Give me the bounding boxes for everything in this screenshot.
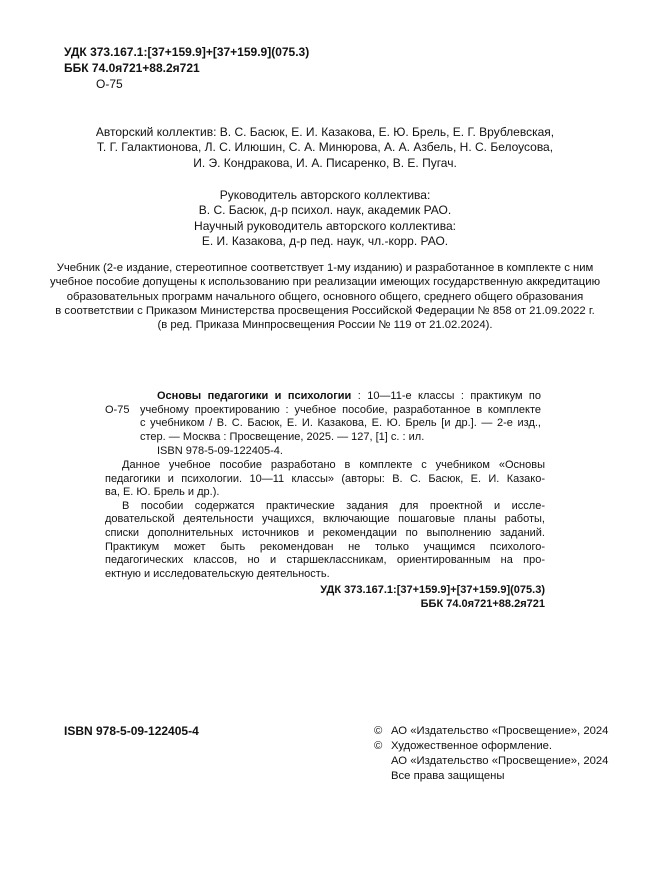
authors-block [25,125,625,171]
approval-block [28,261,622,332]
leadership-line: Руководитель авторского коллектива: [219,188,431,202]
udk-code-bottom: УДК 373.167.1:[37+159.9]+[37+159.9](075.3) [320,584,545,596]
authors-line: И. Э. Кондракова, И. А. Писаренко, В. Е. Пугач. [193,155,457,170]
annotation-line: Данное учебное пособие разработано в комплекте с учебником «Основы [122,459,545,471]
authors-line: Т. Г. Галактионова, Л. С. Илюшин, С. А. Минюрова, А. А. Азбель, Н. С. Белоусова, [96,140,554,155]
approval-line: (в ред. Приказа Минпросвещения России № 119 от 21.02.2024). [157,319,493,332]
annotation-block [105,459,545,581]
classification-top-block [64,44,309,92]
annotation-line: списки дополнительных источников и рекомендации по выполнению заданий. [105,526,545,539]
copyright-symbol-spacer [374,769,391,784]
copyright-row [374,769,608,784]
annotation-line: довательской деятельности учащихся, включающие пошаговые планы работы, [105,513,545,526]
annotation-line: педагогики и психологии. 10—11 классы» (авторы: В. С. Басюк, Е. И. Казако- [105,472,545,485]
bbk-code: ББК 74.0я721+88.2я721 [64,61,200,75]
approval-line: Учебник (2-е издание, стереотипное соответствует 1-му изданию) и разработанное в комплекте с ним [56,262,594,274]
bbk-code-bottom: ББК 74.0я721+88.2я721 [420,597,545,610]
annotation-line: В пособии содержатся практические задания для проектной и иссле- [122,499,545,512]
copyright-row [374,754,608,769]
copyright-symbol: © [374,725,383,737]
author-sign-card: О-75 [105,404,130,416]
annotation-line: педагогических классов, но и старшеклассникам, ориентированным на про- [105,554,545,567]
copyright-text: АО «Издательство «Просвещение», 2024 [391,725,609,737]
leadership-line: Научный руководитель авторского коллектива: [194,218,456,233]
catalog-card-block [140,390,541,459]
copyright-row [374,739,608,754]
copyright-text: Все права защищены [391,770,505,782]
approval-line: в соответствии с Приказом Министерства просвещения Российской Федерации № 858 от 21.09.2022 г. [55,304,595,317]
isbn-footer: ISBN 978-5-09-122405-4 [64,724,199,738]
annotation-line: Практикум может быть рекомендован не только учащимся психолого- [105,540,545,553]
copyright-symbol-spacer [374,754,391,769]
copyright-block [374,724,608,784]
annotation-line: ектную и исследовательскую деятельность. [105,567,330,580]
classification-bottom-block [105,584,545,611]
copyright-row [374,724,608,739]
leadership-line: Е. И. Казакова, д-р пед. наук, чл.-корр. РАО. [201,233,449,248]
annotation-line: ва, Е. Ю. Брель и др.). [105,486,220,499]
authors-line: Авторский коллектив: В. С. Басюк, Е. И. Казакова, Е. Ю. Брель, Е. Г. Врублевская, [95,125,555,139]
catalog-line: стер. — Москва : Просвещение, 2025. — 127, [1] с. : ил. [140,431,425,444]
catalog-title-line [140,390,541,404]
leadership-line: В. С. Басюк, д-р психол. наук, академик РАО. [198,203,452,218]
catalog-line: с учебником / В. С. Басюк, Е. И. Казакова, Е. Ю. Брель [и др.]. — 2-е изд., [140,417,541,430]
catalog-title-rest: : 10—11-е классы : практикум по [351,390,541,402]
copyright-text: АО «Издательство «Просвещение», 2024 [391,755,609,767]
catalog-isbn-line: ISBN 978-5-09-122405-4. [157,444,283,457]
catalog-line: учебному проектированию : учебное пособие, разработанное в комплекте [140,403,541,416]
udk-code: УДК 373.167.1:[37+159.9]+[37+159.9](075.3) [64,45,310,59]
copyright-text: Художественное оформление. [391,740,553,752]
catalog-title: Основы педагогики и психологии [157,390,352,402]
leadership-block [25,188,625,249]
copyright-symbol: © [374,740,383,752]
author-sign: О-75 [96,77,123,91]
approval-line: учебное пособие допущены к использованию при реализации имеющих государственную аккредитацию [49,276,601,289]
approval-line: образовательных программ начального общего, основного общего, среднего общего образования [66,290,584,303]
